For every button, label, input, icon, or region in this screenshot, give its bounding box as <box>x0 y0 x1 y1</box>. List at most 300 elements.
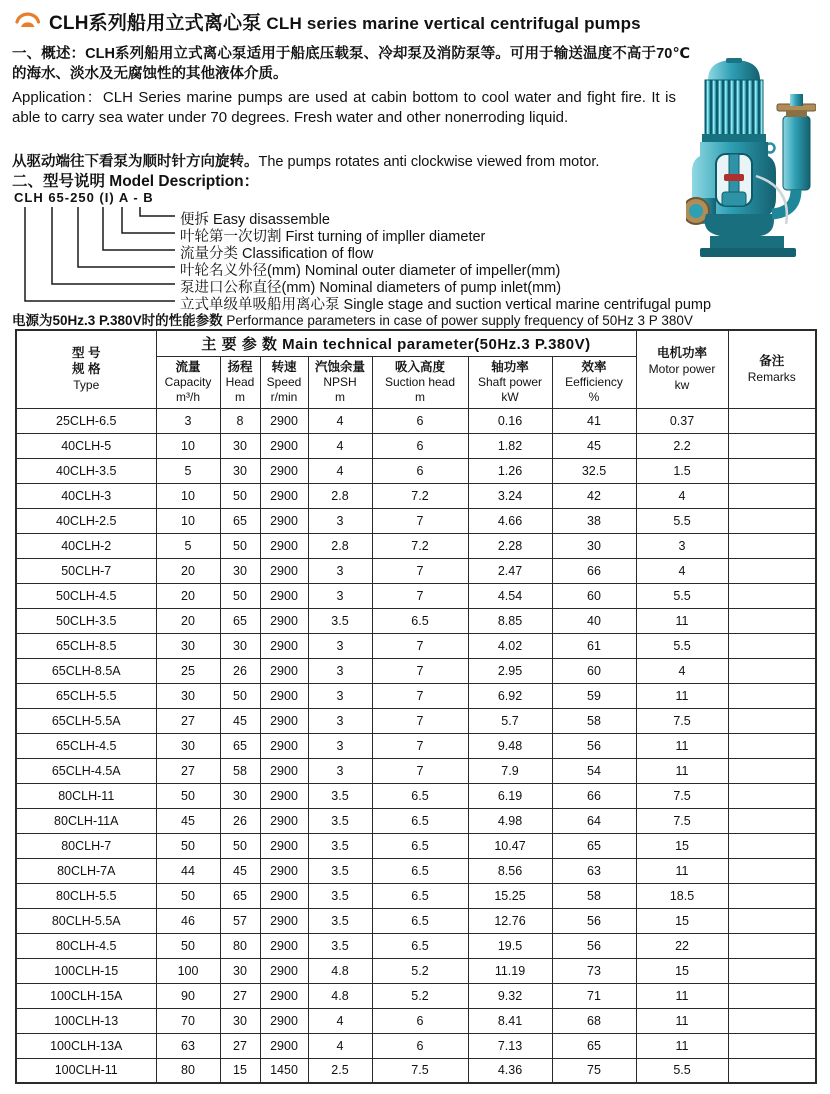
page-title-zh: CLH系列船用立式离心泵 <box>49 13 262 34</box>
value-cell: 1.5 <box>636 458 728 483</box>
value-cell: 4 <box>308 408 372 433</box>
value-cell: 25 <box>156 658 220 683</box>
value-cell: 6.92 <box>468 683 552 708</box>
value-cell: 10 <box>156 508 220 533</box>
value-cell: 56 <box>552 908 636 933</box>
value-cell: 6 <box>372 1033 468 1058</box>
value-cell <box>728 733 816 758</box>
value-cell: 6.5 <box>372 883 468 908</box>
value-cell: 2900 <box>260 983 308 1008</box>
table-row <box>16 933 816 958</box>
value-cell: 3.5 <box>308 883 372 908</box>
value-cell: 3.5 <box>308 808 372 833</box>
value-cell: 15 <box>636 833 728 858</box>
value-cell <box>728 433 816 458</box>
main-parameters-group-header: 主 要 参 数 Main technical parameter(50Hz.3 P.380V) <box>156 330 636 356</box>
pump-type-cell: 65CLH-5.5 <box>16 683 156 708</box>
model-description-heading: 二、型号说明 Model Description： <box>12 173 260 190</box>
parameters-table-wrapper <box>15 329 817 1084</box>
value-cell: 10 <box>156 433 220 458</box>
value-cell <box>728 833 816 858</box>
col-header-npsh: 汽蚀余量 NPSH m <box>308 356 372 408</box>
pump-type-cell: 100CLH-11 <box>16 1058 156 1083</box>
value-cell: 2900 <box>260 433 308 458</box>
value-cell: 2900 <box>260 1008 308 1033</box>
value-cell: 90 <box>156 983 220 1008</box>
value-cell: 70 <box>156 1008 220 1033</box>
value-cell <box>728 983 816 1008</box>
value-cell: 6.5 <box>372 808 468 833</box>
value-cell: 60 <box>552 658 636 683</box>
value-cell: 2900 <box>260 858 308 883</box>
value-cell: 11 <box>636 858 728 883</box>
model-code: CLH 65-250 (I) A - B <box>14 190 154 205</box>
rotation-note-en: The pumps rotates anti clockwise viewed from motor. <box>258 154 600 170</box>
value-cell: 10.47 <box>468 833 552 858</box>
value-cell: 42 <box>552 483 636 508</box>
value-cell: 30 <box>220 558 260 583</box>
rotation-note-zh: 从驱动端往下看泵为顺时针方向旋转。 <box>12 154 259 170</box>
value-cell: 50 <box>156 783 220 808</box>
value-cell: 3.24 <box>468 483 552 508</box>
pump-type-cell: 50CLH-3.5 <box>16 608 156 633</box>
value-cell <box>728 1008 816 1033</box>
value-cell: 54 <box>552 758 636 783</box>
value-cell: 2.5 <box>308 1058 372 1083</box>
model-code-label: 便拆 Easy disassemble <box>180 212 330 228</box>
value-cell: 2900 <box>260 408 308 433</box>
value-cell: 4 <box>308 458 372 483</box>
value-cell <box>728 883 816 908</box>
value-cell: 4.02 <box>468 633 552 658</box>
value-cell: 50 <box>220 583 260 608</box>
pump-type-cell: 50CLH-4.5 <box>16 583 156 608</box>
value-cell: 32.5 <box>552 458 636 483</box>
col-header-suction-head: 吸入高度 Suction head m <box>372 356 468 408</box>
value-cell: 11 <box>636 608 728 633</box>
value-cell: 44 <box>156 858 220 883</box>
table-row <box>16 833 816 858</box>
value-cell: 2.95 <box>468 658 552 683</box>
value-cell: 4.8 <box>308 958 372 983</box>
pump-type-cell: 40CLH-2.5 <box>16 508 156 533</box>
value-cell: 10 <box>156 483 220 508</box>
value-cell: 5.2 <box>372 983 468 1008</box>
value-cell: 2900 <box>260 533 308 558</box>
value-cell: 11 <box>636 758 728 783</box>
value-cell: 7 <box>372 733 468 758</box>
col-header-shaft-power: 轴功率 Shaft power kW <box>468 356 552 408</box>
pump-type-cell: 80CLH-7A <box>16 858 156 883</box>
value-cell: 4.36 <box>468 1058 552 1083</box>
value-cell: 30 <box>220 633 260 658</box>
pump-type-cell: 65CLH-8.5 <box>16 633 156 658</box>
value-cell: 46 <box>156 908 220 933</box>
table-row <box>16 583 816 608</box>
value-cell: 68 <box>552 1008 636 1033</box>
model-code-label: 泵进口公称直径(mm) Nominal diameters of pump inlet(mm) <box>180 280 562 296</box>
value-cell: 7 <box>372 758 468 783</box>
value-cell: 2900 <box>260 458 308 483</box>
value-cell: 5.7 <box>468 708 552 733</box>
value-cell: 30 <box>220 458 260 483</box>
value-cell: 20 <box>156 583 220 608</box>
value-cell: 15.25 <box>468 883 552 908</box>
value-cell: 3.5 <box>308 858 372 883</box>
page-title <box>49 8 641 35</box>
performance-note <box>12 309 693 329</box>
value-cell: 11 <box>636 683 728 708</box>
model-code-label: 叶轮第一次切割 First turning of impller diameter <box>180 229 486 245</box>
table-row <box>16 708 816 733</box>
table-row <box>16 408 816 433</box>
value-cell: 3 <box>308 508 372 533</box>
value-cell: 30 <box>220 1008 260 1033</box>
pump-type-cell: 100CLH-13 <box>16 1008 156 1033</box>
value-cell: 30 <box>156 733 220 758</box>
value-cell: 3 <box>308 558 372 583</box>
value-cell: 7.5 <box>372 1058 468 1083</box>
table-row <box>16 508 816 533</box>
value-cell: 4.98 <box>468 808 552 833</box>
value-cell: 50 <box>156 833 220 858</box>
value-cell: 6.5 <box>372 783 468 808</box>
value-cell: 6.5 <box>372 608 468 633</box>
value-cell: 2.8 <box>308 483 372 508</box>
page-title-en: CLH series marine vertical centrifugal pumps <box>266 14 641 33</box>
pump-type-cell: 100CLH-13A <box>16 1033 156 1058</box>
parameters-table <box>15 329 817 1084</box>
value-cell: 3.5 <box>308 933 372 958</box>
value-cell: 66 <box>552 783 636 808</box>
pump-type-cell: 65CLH-4.5A <box>16 758 156 783</box>
value-cell: 3.5 <box>308 833 372 858</box>
value-cell: 65 <box>552 833 636 858</box>
value-cell: 6 <box>372 408 468 433</box>
value-cell <box>728 658 816 683</box>
value-cell: 11.19 <box>468 958 552 983</box>
value-cell: 7.13 <box>468 1033 552 1058</box>
value-cell <box>728 508 816 533</box>
value-cell: 4 <box>308 1033 372 1058</box>
value-cell: 50 <box>220 833 260 858</box>
value-cell: 4 <box>308 1008 372 1033</box>
value-cell: 1450 <box>260 1058 308 1083</box>
value-cell: 9.48 <box>468 733 552 758</box>
value-cell: 2900 <box>260 833 308 858</box>
value-cell: 63 <box>552 858 636 883</box>
value-cell: 6 <box>372 433 468 458</box>
overview-paragraph-en: Application：CLH Series marine pumps are used at cabin bottom to cool water and fight fire. It is able to carry sea water under 70 degrees. Fresh water and other nonerroding liquid. <box>12 89 676 126</box>
table-row <box>16 1033 816 1058</box>
pump-type-cell: 40CLH-5 <box>16 433 156 458</box>
value-cell: 45 <box>220 708 260 733</box>
value-cell: 2900 <box>260 558 308 583</box>
value-cell: 65 <box>220 883 260 908</box>
value-cell: 8.56 <box>468 858 552 883</box>
value-cell <box>728 1058 816 1083</box>
rotation-note <box>12 150 599 171</box>
col-header-capacity: 流量 Capacity m³/h <box>156 356 220 408</box>
value-cell: 30 <box>156 633 220 658</box>
table-row <box>16 633 816 658</box>
table-row <box>16 808 816 833</box>
value-cell: 8 <box>220 408 260 433</box>
value-cell: 5.2 <box>372 958 468 983</box>
value-cell: 7 <box>372 658 468 683</box>
model-code-label: 流量分类 Classification of flow <box>180 246 374 262</box>
pump-type-cell: 80CLH-4.5 <box>16 933 156 958</box>
value-cell: 11 <box>636 983 728 1008</box>
table-row <box>16 733 816 758</box>
value-cell: 2.28 <box>468 533 552 558</box>
value-cell: 3 <box>308 658 372 683</box>
value-cell: 59 <box>552 683 636 708</box>
value-cell: 45 <box>156 808 220 833</box>
value-cell: 1.26 <box>468 458 552 483</box>
value-cell: 2900 <box>260 583 308 608</box>
value-cell: 7 <box>372 708 468 733</box>
value-cell <box>728 608 816 633</box>
col-header-efficiency: 效率 Eefficiency % <box>552 356 636 408</box>
value-cell <box>728 958 816 983</box>
value-cell: 2900 <box>260 1033 308 1058</box>
value-cell: 4.8 <box>308 983 372 1008</box>
value-cell: 50 <box>156 933 220 958</box>
pump-type-cell: 80CLH-7 <box>16 833 156 858</box>
value-cell: 80 <box>156 1058 220 1083</box>
value-cell: 40 <box>552 608 636 633</box>
table-row <box>16 1008 816 1033</box>
pump-type-cell: 80CLH-11 <box>16 783 156 808</box>
value-cell: 71 <box>552 983 636 1008</box>
value-cell: 2900 <box>260 658 308 683</box>
model-code-diagram <box>12 190 772 313</box>
value-cell: 22 <box>636 933 728 958</box>
value-cell: 58 <box>552 883 636 908</box>
value-cell: 7.5 <box>636 783 728 808</box>
table-row <box>16 908 816 933</box>
value-cell: 5 <box>156 533 220 558</box>
value-cell: 15 <box>220 1058 260 1083</box>
table-row <box>16 883 816 908</box>
value-cell: 65 <box>220 733 260 758</box>
value-cell: 7 <box>372 683 468 708</box>
table-row <box>16 983 816 1008</box>
table-row <box>16 533 816 558</box>
value-cell: 3 <box>636 533 728 558</box>
value-cell: 4 <box>636 658 728 683</box>
table-row <box>16 558 816 583</box>
value-cell: 12.76 <box>468 908 552 933</box>
value-cell: 2900 <box>260 933 308 958</box>
value-cell: 20 <box>156 608 220 633</box>
value-cell: 4 <box>636 483 728 508</box>
pump-type-cell: 100CLH-15A <box>16 983 156 1008</box>
table-row <box>16 458 816 483</box>
value-cell: 65 <box>220 608 260 633</box>
value-cell: 2900 <box>260 883 308 908</box>
table-row <box>16 683 816 708</box>
value-cell: 18.5 <box>636 883 728 908</box>
value-cell: 8.85 <box>468 608 552 633</box>
value-cell: 7.2 <box>372 483 468 508</box>
value-cell: 30 <box>220 958 260 983</box>
value-cell: 8.41 <box>468 1008 552 1033</box>
value-cell: 2.47 <box>468 558 552 583</box>
value-cell: 7 <box>372 633 468 658</box>
value-cell: 50 <box>156 883 220 908</box>
value-cell <box>728 1033 816 1058</box>
value-cell: 38 <box>552 508 636 533</box>
col-header-motor-power: 电机功率 Motor power kw <box>636 330 728 408</box>
value-cell: 30 <box>220 783 260 808</box>
value-cell: 2900 <box>260 958 308 983</box>
model-code-label: 立式单级单吸船用离心泵 Single stage and suction vertical marine centrifugal pump <box>180 297 712 313</box>
value-cell: 9.32 <box>468 983 552 1008</box>
value-cell: 26 <box>220 658 260 683</box>
table-body <box>16 408 816 1083</box>
value-cell: 11 <box>636 1008 728 1033</box>
value-cell: 11 <box>636 1033 728 1058</box>
value-cell: 7 <box>372 558 468 583</box>
table-row <box>16 483 816 508</box>
value-cell: 60 <box>552 583 636 608</box>
value-cell: 5.5 <box>636 633 728 658</box>
pump-type-cell: 40CLH-3 <box>16 483 156 508</box>
value-cell: 58 <box>552 708 636 733</box>
value-cell: 5.5 <box>636 508 728 533</box>
value-cell <box>728 758 816 783</box>
value-cell: 15 <box>636 958 728 983</box>
col-header-head: 扬程 Head m <box>220 356 260 408</box>
value-cell: 11 <box>636 733 728 758</box>
value-cell: 73 <box>552 958 636 983</box>
value-cell: 56 <box>552 933 636 958</box>
value-cell: 3 <box>308 683 372 708</box>
value-cell: 2900 <box>260 508 308 533</box>
value-cell: 4.54 <box>468 583 552 608</box>
value-cell: 3.5 <box>308 908 372 933</box>
value-cell: 2900 <box>260 683 308 708</box>
value-cell: 3 <box>308 633 372 658</box>
value-cell: 7.2 <box>372 533 468 558</box>
value-cell: 6 <box>372 1008 468 1033</box>
value-cell: 7.5 <box>636 708 728 733</box>
value-cell: 3 <box>308 708 372 733</box>
value-cell <box>728 708 816 733</box>
value-cell: 0.16 <box>468 408 552 433</box>
value-cell: 27 <box>156 708 220 733</box>
value-cell: 6.5 <box>372 908 468 933</box>
value-cell: 27 <box>156 758 220 783</box>
value-cell: 7 <box>372 508 468 533</box>
value-cell: 2900 <box>260 733 308 758</box>
pump-type-cell: 40CLH-2 <box>16 533 156 558</box>
pump-type-cell: 80CLH-11A <box>16 808 156 833</box>
value-cell: 3 <box>308 758 372 783</box>
page-header <box>14 8 641 35</box>
pump-type-cell: 80CLH-5.5 <box>16 883 156 908</box>
pump-type-cell: 100CLH-15 <box>16 958 156 983</box>
value-cell <box>728 408 816 433</box>
value-cell: 5.5 <box>636 583 728 608</box>
pump-type-cell: 65CLH-8.5A <box>16 658 156 683</box>
value-cell: 2900 <box>260 483 308 508</box>
value-cell: 27 <box>220 983 260 1008</box>
value-cell: 57 <box>220 908 260 933</box>
value-cell: 2900 <box>260 783 308 808</box>
col-header-speed: 转速 Speed r/min <box>260 356 308 408</box>
value-cell: 2900 <box>260 758 308 783</box>
pump-type-cell: 80CLH-5.5A <box>16 908 156 933</box>
value-cell <box>728 558 816 583</box>
value-cell: 6.5 <box>372 858 468 883</box>
value-cell <box>728 783 816 808</box>
pump-type-cell: 65CLH-4.5 <box>16 733 156 758</box>
performance-note-en: Performance parameters in case of power supply frequency of 50Hz 3 P 380V <box>226 313 693 328</box>
value-cell: 100 <box>156 958 220 983</box>
value-cell: 5.5 <box>636 1058 728 1083</box>
value-cell: 4 <box>636 558 728 583</box>
value-cell: 80 <box>220 933 260 958</box>
value-cell: 2.2 <box>636 433 728 458</box>
value-cell <box>728 583 816 608</box>
overview-paragraph-zh: 一、概述：CLH系列船用立式离心泵适用于船底压载泵、冷却泵及消防泵等。可用于输送温度不高于70℃的海水、淡水及无腐蚀性的其他液体介质。 <box>12 46 690 82</box>
value-cell: 41 <box>552 408 636 433</box>
value-cell: 7 <box>372 583 468 608</box>
value-cell <box>728 908 816 933</box>
pump-type-cell: 65CLH-5.5A <box>16 708 156 733</box>
value-cell: 3 <box>308 733 372 758</box>
value-cell <box>728 933 816 958</box>
value-cell: 30 <box>156 683 220 708</box>
value-cell: 3 <box>156 408 220 433</box>
value-cell <box>728 483 816 508</box>
value-cell: 6 <box>372 458 468 483</box>
value-cell: 45 <box>552 433 636 458</box>
value-cell: 3.5 <box>308 783 372 808</box>
value-cell: 75 <box>552 1058 636 1083</box>
value-cell: 65 <box>220 508 260 533</box>
value-cell: 15 <box>636 908 728 933</box>
value-cell: 26 <box>220 808 260 833</box>
pump-type-cell: 40CLH-3.5 <box>16 458 156 483</box>
value-cell: 3.5 <box>308 608 372 633</box>
value-cell: 6.5 <box>372 833 468 858</box>
value-cell: 1.82 <box>468 433 552 458</box>
value-cell: 7.9 <box>468 758 552 783</box>
model-code-label: 叶轮名义外径(mm) Nominal outer diameter of impeller(mm) <box>180 263 561 279</box>
value-cell: 56 <box>552 733 636 758</box>
value-cell <box>728 533 816 558</box>
value-cell: 63 <box>156 1033 220 1058</box>
pump-type-cell: 25CLH-6.5 <box>16 408 156 433</box>
value-cell: 27 <box>220 1033 260 1058</box>
table-row <box>16 958 816 983</box>
value-cell <box>728 858 816 883</box>
value-cell: 6.19 <box>468 783 552 808</box>
value-cell: 2900 <box>260 608 308 633</box>
value-cell: 58 <box>220 758 260 783</box>
table-row <box>16 1058 816 1083</box>
performance-note-zh: 电源为50Hz.3 P.380V时的性能参数 <box>12 313 223 328</box>
value-cell: 2900 <box>260 808 308 833</box>
value-cell: 4 <box>308 433 372 458</box>
value-cell: 65 <box>552 1033 636 1058</box>
value-cell: 0.37 <box>636 408 728 433</box>
value-cell: 30 <box>552 533 636 558</box>
